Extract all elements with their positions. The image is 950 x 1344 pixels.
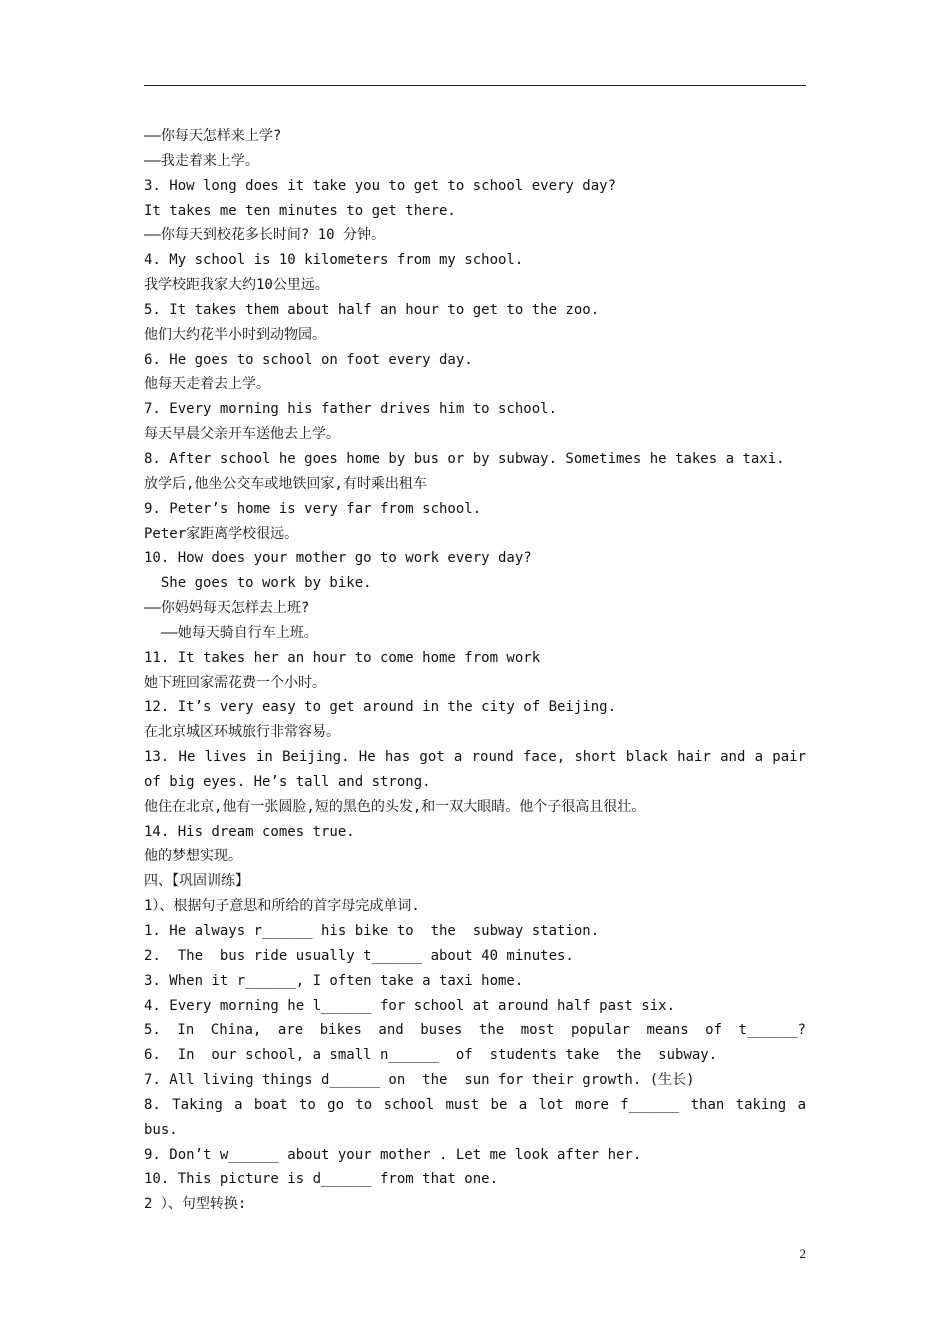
header-rule bbox=[144, 85, 806, 86]
section-heading: 四、【巩固训练】 bbox=[144, 873, 249, 890]
exercise-item: 5. In China, are bikes and buses the most popular means of t______? bbox=[144, 1022, 806, 1039]
exercise-instruction: 2 ）、句型转换: bbox=[144, 1196, 247, 1213]
text-line: 每天早晨父亲开车送他去上学。 bbox=[144, 426, 340, 443]
text-line: 10. How does your mother go to work every day? bbox=[144, 550, 532, 567]
text-line: ——你每天怎样来上学? bbox=[144, 128, 282, 144]
text-line: 9. Peter’s home is very far from school. bbox=[144, 500, 482, 517]
text-line: 6. He goes to school on foot every day. bbox=[144, 351, 473, 368]
document-body bbox=[144, 124, 806, 1217]
text-line: ——她每天骑自行车上班。 bbox=[144, 624, 318, 641]
exercise-instruction: 1）、根据句子意思和所给的首字母完成单词. bbox=[144, 898, 420, 915]
text-line: She goes to work by bike. bbox=[144, 575, 372, 592]
text-line: 她下班回家需花费一个小时。 bbox=[144, 674, 326, 691]
exercise-item: 4. Every morning he l______ for school at around half past six. bbox=[144, 997, 676, 1014]
text-line: 14. His dream comes true. bbox=[144, 823, 355, 840]
text-line: ——我走着来上学。 bbox=[144, 152, 259, 169]
text-line: ——你每天到校花多长时间? 10 分钟。 bbox=[144, 227, 386, 244]
text-line: ——你妈妈每天怎样去上班? bbox=[144, 600, 310, 617]
text-line: 7. Every morning his father drives him to school. bbox=[144, 401, 558, 418]
exercise-item: 10. This picture is d______ from that one. bbox=[144, 1171, 499, 1188]
exercise-item: 1. He always r______ his bike to the subway station. bbox=[144, 923, 600, 939]
exercise-item: bus. bbox=[144, 1121, 178, 1138]
exercise-item: 6. In our school, a small n______ of students take the subway. bbox=[144, 1047, 718, 1064]
exercise-item: 3. When it r______, I often take a taxi home. bbox=[144, 972, 524, 989]
text-line: 放学后,他坐公交车或地铁回家,有时乘出租车 bbox=[144, 475, 427, 492]
text-line: 13. He lives in Beijing. He has got a round face, short black hair and a pair bbox=[144, 749, 806, 766]
text-line: 在北京城区环城旅行非常容易。 bbox=[144, 724, 340, 741]
text-line: 11. It takes her an hour to come home from work bbox=[144, 649, 541, 666]
exercise-item: 9. Don’t w______ about your mother . Let me look after her. bbox=[144, 1146, 642, 1163]
page-number: 2 bbox=[799, 1246, 806, 1261]
text-line: 5. It takes them about half an hour to get to the zoo. bbox=[144, 301, 600, 318]
text-line: 他每天走着去上学。 bbox=[144, 376, 270, 393]
text-line: 12. It’s very easy to get around in the city of Beijing. bbox=[144, 699, 617, 716]
exercise-item: 2. The bus ride usually t______ about 40 minutes. bbox=[144, 947, 574, 964]
text-line: It takes me ten minutes to get there. bbox=[144, 202, 456, 219]
text-line: of big eyes. He’s tall and strong. bbox=[144, 773, 431, 790]
exercise-item: 8. Taking a boat to go to school must be a lot more f______ than taking a bbox=[144, 1096, 806, 1113]
exercise-item: 7. All living things d______ on the sun for their growth. (生长) bbox=[144, 1072, 695, 1089]
text-line: 8. After school he goes home by bus or by subway. Sometimes he takes a taxi. bbox=[144, 450, 785, 467]
text-line: 4. My school is 10 kilometers from my school. bbox=[144, 252, 524, 269]
text-line: 3. How long does it take you to get to school every day? bbox=[144, 177, 617, 194]
text-line: Peter家距离学校很远。 bbox=[144, 525, 299, 542]
text-line: 我学校距我家大约10公里远。 bbox=[144, 277, 329, 294]
text-line: 他的梦想实现。 bbox=[144, 848, 242, 865]
text-line: 他们大约花半小时到动物园。 bbox=[144, 326, 326, 343]
text-line: 他住在北京,他有一张圆脸,短的黑色的头发,和一双大眼睛。他个子很高且很壮。 bbox=[144, 798, 646, 815]
